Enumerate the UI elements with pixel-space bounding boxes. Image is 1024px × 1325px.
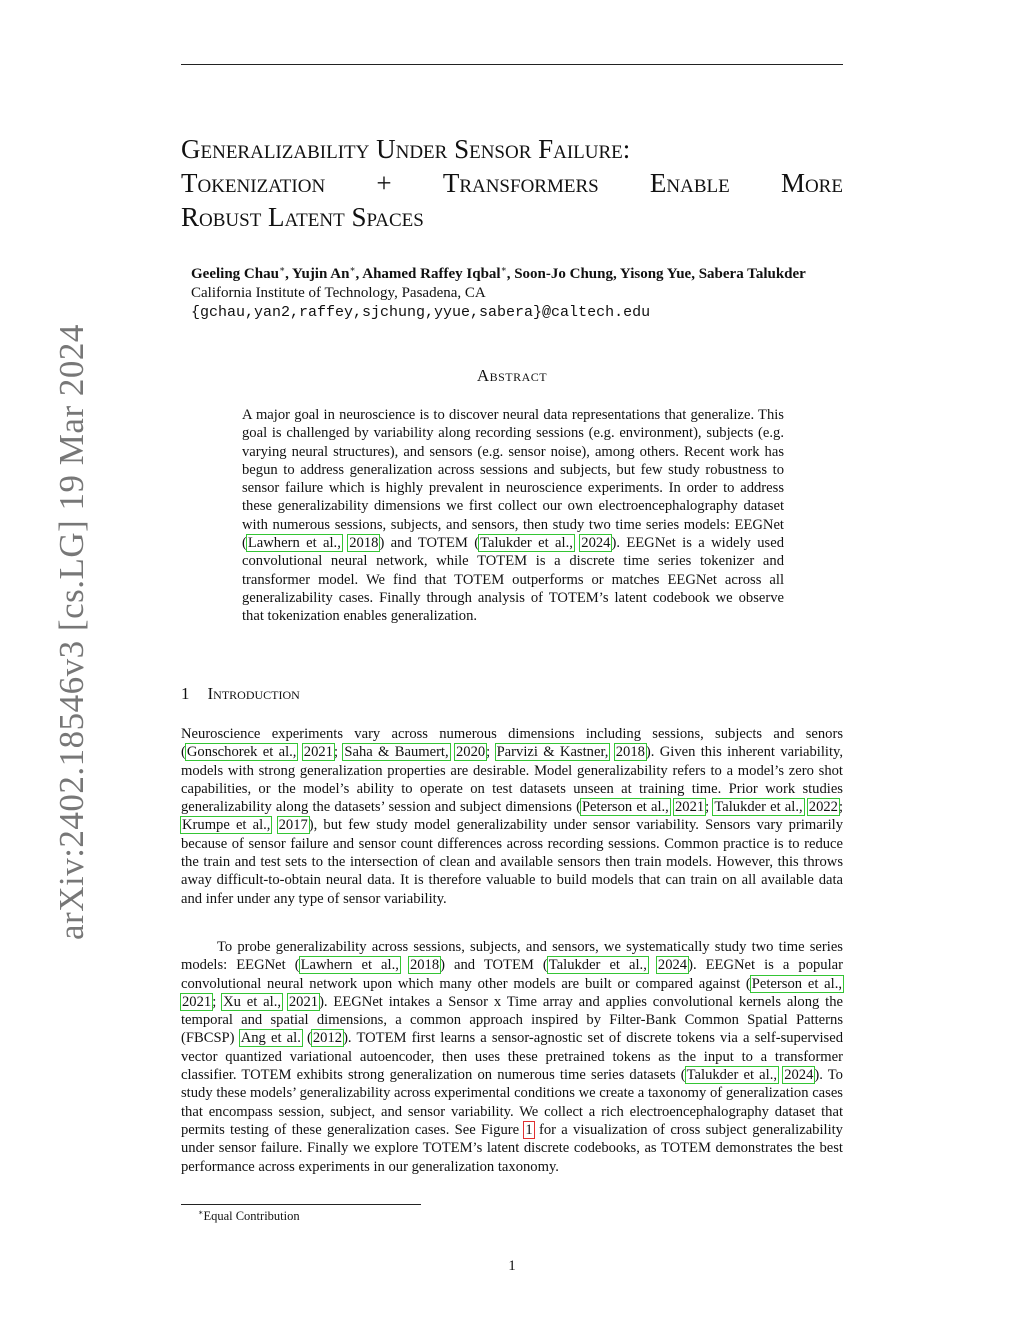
text-segment: ). EEGNet is a popular convolutional neural network upon which many other models are built or compared against ( xyxy=(181,957,843,992)
text-segment: for a visualization of cross subject generalizability under sensor failure. Finally we explore TOTEM’s latent discrete codebooks, as TOTEM demonstrates the best performance across experiments in our generalization taxonomy. xyxy=(181,1121,843,1175)
footnote-text: Equal Contribution xyxy=(203,1209,300,1224)
text-segment: ). EEGNet intakes a Sensor x Time array and applies convolutional kernels along the temporal and spatial dimensions, a common approach inspired by Filter-Bank Common Spatial Patterns (FBCSP) xyxy=(181,993,843,1047)
section-number: 1 xyxy=(181,684,190,703)
citation-link[interactable]: Lawhern et al., xyxy=(300,957,399,974)
citation-link[interactable]: 2024 xyxy=(581,535,611,552)
abstract-segment: ). EEGNet is a widely used convolutional neural network, while TOTEM is a discrete time series tokenizer and transformer model. We find that TOTEM outperforms or matches EEGNet across all generalizability cases. Finally through analysis of TOTEM’s latent codebook we observe that tokenization enables generalization. xyxy=(242,535,784,625)
title-line-3: Robust Latent Spaces xyxy=(181,202,424,232)
text-segment: ; xyxy=(705,799,714,816)
citation-link[interactable]: Ang et al. xyxy=(240,1030,301,1047)
equal-contribution-mark: ∗ xyxy=(278,264,286,274)
abstract-segment: ) and TOTEM ( xyxy=(379,535,480,552)
text-segment: ; xyxy=(486,744,496,761)
text-segment: ; xyxy=(838,799,844,816)
equal-contribution-mark: ∗ xyxy=(349,264,356,274)
citation-link[interactable]: 2018 xyxy=(349,535,379,552)
footnote-mark: ∗ xyxy=(198,1208,204,1217)
author-block xyxy=(191,260,806,322)
citation-link[interactable]: Saha & Baumert, xyxy=(344,744,449,761)
footnote xyxy=(198,1208,300,1224)
citation-link[interactable]: Peterson et al., xyxy=(581,799,669,816)
citation-link[interactable]: 2018 xyxy=(409,957,440,974)
text-segment: ). TOTEM first learns a sensor-agnostic set of discrete tokens via a self-supervised vector quantized variational autoencoder, then uses these pretrained tokens as the input to a transformer classifier. TOTEM exhibits strong generalization on numerous time series datasets ( xyxy=(181,1030,843,1084)
author-name: Soon-Jo Chung, Yisong Yue, Sabera Talukder xyxy=(514,266,806,282)
page-number: 1 xyxy=(508,1258,516,1274)
citation-link[interactable]: 2021 xyxy=(182,993,212,1010)
text-segment: Neuroscience experiments vary across numerous dimensions including sessions, subjects and senors ( xyxy=(181,726,843,761)
title-line-1: Generalizability Under Sensor Failure: xyxy=(181,134,631,164)
abstract-segment: A major goal in neuroscience is to discover neural data representations that generalize. This goal is challenged by variability along recording sessions (e.g. environment), subjects (e.g. varying neural structures), and sensors (e.g. sensor noise), among others. Recent work has begun to address generalization across sessions and subjects, but few study robustness to sensor failure which is highly prevalent in neuroscience experiments. In order to address these generalizability dimensions we first collect our own electroencephalography dataset with numerous sessions, subjects, and sensors, then study two time series models: EEGNet ( xyxy=(242,407,784,552)
title-word: More xyxy=(780,168,843,198)
text-segment: ). Given this inherent variability, models with strong generalization properties are desirable. Model generalizability refers to a model’s zero shot capabilities, or the model’s ability to operate on test datasets unseen at training time. Prior work studies generalizability along the datasets’ session and subject dimensions ( xyxy=(181,744,843,816)
text-segment: ) and TOTEM ( xyxy=(440,957,548,974)
title-word: Tokenization xyxy=(181,168,326,198)
author-names: Geeling Chau∗, Yujin An∗, Ahamed Raffey Iqbal∗, Soon-Jo Chung, Yisong Yue, Sabera Talukder xyxy=(191,264,806,282)
section-heading-introduction xyxy=(181,684,300,704)
citation-link[interactable]: Peterson et al., xyxy=(751,975,842,992)
author-affiliation: California Institute of Technology, Pasadena, CA xyxy=(191,285,486,301)
arxiv-side-stamp: arXiv:2402.18546v3 [cs.LG] 19 Mar 2024 xyxy=(52,324,91,940)
text-segment: ; xyxy=(212,993,223,1010)
figure-reference-link[interactable]: 1 xyxy=(525,1121,533,1138)
citation-link[interactable]: Talukder et al., xyxy=(548,957,647,974)
citation-link[interactable]: 2018 xyxy=(615,744,645,761)
section-title: Introduction xyxy=(207,684,300,703)
author-name: Ahamed Raffey Iqbal xyxy=(362,266,501,282)
citation-link[interactable]: 2021 xyxy=(288,993,319,1010)
citation-link[interactable]: Talukder et al., xyxy=(686,1067,778,1084)
title-word: Enable xyxy=(649,168,730,198)
intro-paragraph-1 xyxy=(181,725,843,908)
title-word: + xyxy=(376,168,392,198)
abstract-text xyxy=(242,406,784,626)
citation-link[interactable]: Talukder et al., xyxy=(714,799,803,816)
title-word: Transformers xyxy=(442,168,599,198)
citation-link[interactable]: Gonschorek et al., xyxy=(186,744,297,761)
citation-link[interactable]: 2024 xyxy=(784,1067,814,1084)
title-line-2 xyxy=(181,166,843,200)
citation-link[interactable]: 2022 xyxy=(808,799,838,816)
citation-link[interactable]: 2017 xyxy=(278,817,308,834)
citation-link[interactable]: Krumpe et al., xyxy=(182,817,271,834)
citation-link[interactable]: 2021 xyxy=(674,799,705,816)
author-name: Geeling Chau xyxy=(191,266,279,282)
intro-paragraph-2: To probe generalizability across sessions, subjects, and sensors, we systematically study two time series models: EEGNet (Lawhern et al., 2018) and TOTEM (Talukder et al., 2024). EEGNet is a popular convolutional neural network upon which many other models are built or compared against (Peterson et al., 2021; Xu et al., 2021). EEGNet intakes a Sensor x Time array and applies convolutional kernels along the temporal and spatial dimensions, a common approach inspired by Filter-Bank Common Spatial Patterns (FBCSP) Ang et al. (2012). TOTEM first learns a sensor-agnostic set of discrete tokens via a self-supervised vector quantized variational autoencoder, then uses these pretrained tokens as the input to a transformer classifier. TOTEM exhibits strong generalization on numerous time series datasets (Talukder et al., 2024). To study these models’ generalizability across experimental conditions we create a taxonomy of generalization cases that encompass session, subject, and sensor variability. We collect a rich electroencephalography dataset that permits testing of these generalization cases. See Figure 1 for a visualization of cross subject generalizability under sensor failure. Finally we explore TOTEM’s latent discrete codebooks, as TOTEM demonstrates the best performance across experiments in our generalization taxonomy. xyxy=(181,939,843,1175)
abstract-heading: Abstract xyxy=(476,366,548,385)
text-segment: ), but few study model generalizability under sensor variability. Sensors vary primarily because of sensor failure and sensor count differences across recording sessions. Common practice is to reduce the train and test sets to the intersection of clean and available sensors then train models. However, this throws away difficult-to-obtain neural data. It is therefore valuable to build models that can train on all available data and infer under any type of sensor variability. xyxy=(181,817,843,907)
footnote-rule xyxy=(181,1204,421,1205)
paper-title xyxy=(181,132,843,234)
citation-link[interactable]: Lawhern et al., xyxy=(247,535,341,552)
text-segment: ; xyxy=(333,744,344,761)
citation-link[interactable]: 2021 xyxy=(303,744,333,761)
equal-contribution-mark: ∗ xyxy=(500,264,507,274)
top-rule xyxy=(181,64,843,65)
citation-link[interactable]: Xu et al., xyxy=(223,993,282,1010)
text-segment: ). To study these models’ generalizability across experimental conditions we create a taxonomy of generalization cases that encompass session, subject, and sensor variability. We collect a rich electroencephalography dataset that permits testing of these generalization cases. See Figure xyxy=(181,1067,843,1138)
citation-link[interactable]: 2024 xyxy=(657,957,688,974)
citation-link[interactable]: 2012 xyxy=(312,1030,343,1047)
author-name: Yujin An xyxy=(292,266,350,282)
citation-link[interactable]: Parvizi & Kastner, xyxy=(496,744,609,761)
text-segment: To probe generalizability across sessions, subjects, and sensors, we systematically study two time series models: EEGNet ( xyxy=(181,939,843,974)
author-emails: {gchau,yan2,raffey,sjchung,yyue,sabera}@caltech.edu xyxy=(191,304,651,321)
citation-link[interactable]: Talukder et al., xyxy=(480,535,573,552)
citation-link[interactable]: 2020 xyxy=(455,744,486,761)
